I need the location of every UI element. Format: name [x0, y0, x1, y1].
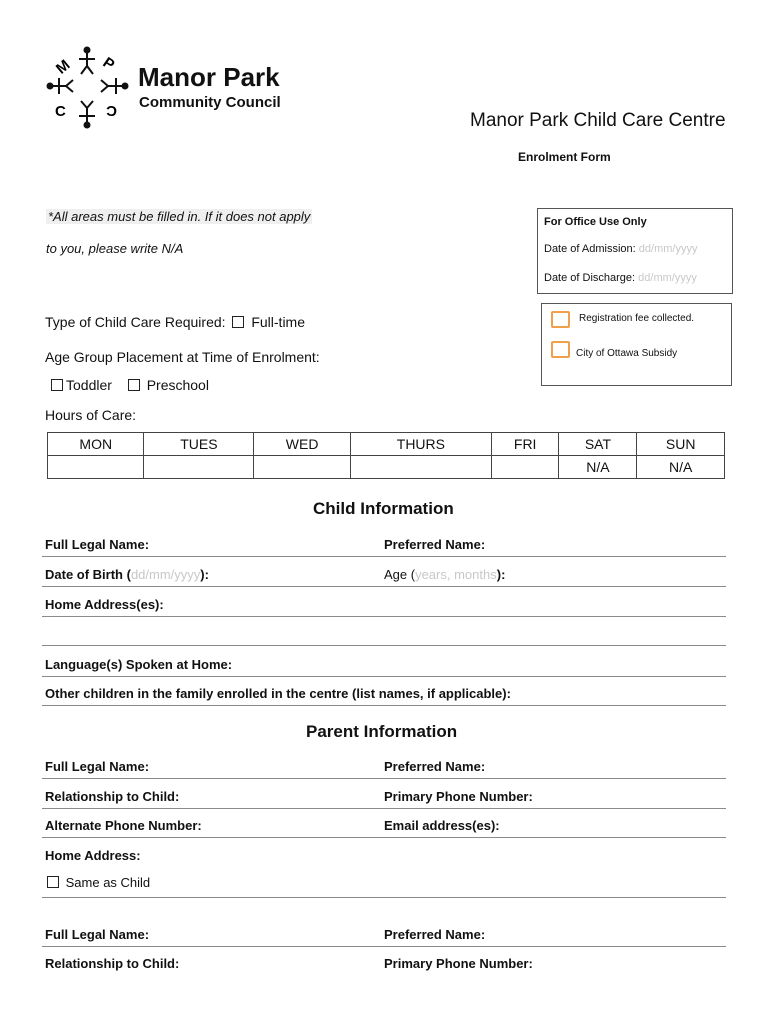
child-languages-line[interactable]	[42, 676, 726, 677]
hours-of-care-label: Hours of Care:	[45, 407, 137, 423]
parent-home-address-label: Home Address:	[45, 848, 141, 863]
logo-title: Manor Park	[138, 62, 280, 92]
parent-preferred-name-label: Preferred Name:	[384, 759, 486, 774]
care-type-row	[45, 314, 305, 330]
parent2-primary-phone-label: Primary Phone Number:	[384, 956, 533, 971]
parent-info-heading: Parent Information	[306, 722, 458, 741]
hours-value-tues[interactable]	[144, 456, 254, 479]
parent-phone-line[interactable]	[42, 837, 726, 838]
hours-value-thurs[interactable]	[350, 456, 491, 479]
fulltime-checkbox[interactable]	[232, 316, 244, 328]
office-use-box	[537, 208, 733, 294]
subsidy-label: City of Ottawa Subsidy	[576, 348, 678, 359]
child-address-line-1[interactable]	[42, 616, 726, 617]
instructions-line-2: to you, please write N/A	[46, 241, 184, 256]
preschool-label: Preschool	[146, 377, 209, 393]
child-age-label	[384, 567, 505, 582]
logo-figures-icon	[40, 40, 135, 135]
hours-day-fri: FRI	[491, 433, 559, 456]
fulltime-label: Full-time	[251, 314, 305, 330]
parent2-preferred-name-label: Preferred Name:	[384, 927, 486, 942]
hours-value-sun: N/A	[637, 456, 725, 479]
child-address-line-2[interactable]	[42, 645, 726, 646]
same-as-child-checkbox[interactable]	[47, 876, 59, 888]
child-dob-line[interactable]	[42, 586, 726, 587]
care-type-label: Type of Child Care Required:	[45, 314, 226, 330]
logo-letter-c1: C	[55, 103, 66, 120]
hours-value-sat: N/A	[559, 456, 637, 479]
child-full-name-label: Full Legal Name:	[45, 537, 150, 552]
child-dob-hint: dd/mm/yyyy	[130, 567, 201, 582]
parent2-relationship-label: Relationship to Child:	[45, 956, 180, 971]
subsidy-checkbox[interactable]	[551, 341, 570, 358]
logo-letter-c2: C	[106, 102, 117, 119]
hours-day-sun: SUN	[637, 433, 725, 456]
hours-header-row	[48, 433, 725, 456]
age-group-options	[51, 377, 209, 393]
parent-alt-phone-label: Alternate Phone Number:	[45, 818, 202, 833]
age-group-label: Age Group Placement at Time of Enrolment:	[45, 349, 320, 365]
child-dob-close: ):	[200, 567, 209, 582]
registration-fee-label: Registration fee collected.	[579, 313, 695, 324]
child-home-address-label: Home Address(es):	[45, 597, 164, 612]
child-dob-label	[45, 567, 209, 582]
hours-value-fri[interactable]	[491, 456, 559, 479]
hours-value-row	[48, 456, 725, 479]
centre-name: Manor Park Child Care Centre	[470, 110, 726, 131]
registration-fee-checkbox[interactable]	[551, 311, 570, 328]
hours-value-wed[interactable]	[254, 456, 350, 479]
parent-relationship-line[interactable]	[42, 808, 726, 809]
hours-day-tues: TUES	[144, 433, 254, 456]
parent-full-name-label: Full Legal Name:	[45, 759, 150, 774]
child-age-text: Age (	[384, 567, 416, 582]
office-checks-box	[541, 303, 732, 386]
toddler-checkbox[interactable]	[51, 379, 63, 391]
child-dob-text: Date of Birth (	[45, 567, 131, 582]
discharge-date-row[interactable]	[544, 272, 697, 284]
office-use-title: For Office Use Only	[544, 216, 647, 228]
admission-date-placeholder[interactable]: dd/mm/yyyy	[638, 243, 698, 255]
hours-table	[47, 432, 725, 479]
same-as-child-label: Same as Child	[65, 875, 151, 890]
logo-subtitle: Community Council	[139, 94, 281, 111]
hours-day-sat: SAT	[559, 433, 637, 456]
parent2-name-line[interactable]	[42, 946, 726, 947]
child-age-close: ):	[496, 567, 506, 582]
preschool-checkbox[interactable]	[128, 379, 140, 391]
child-age-hint: years, months	[415, 567, 497, 582]
other-children-line[interactable]	[42, 705, 726, 706]
same-as-child-row	[45, 875, 150, 890]
instructions-line-1: *All areas must be filled in. If it does not apply	[48, 209, 311, 224]
logo-letter-p: P	[99, 54, 118, 74]
hours-value-mon[interactable]	[48, 456, 144, 479]
parent2-full-name-label: Full Legal Name:	[45, 927, 150, 942]
logo-letter-m: M	[52, 56, 74, 78]
hours-day-wed: WED	[254, 433, 350, 456]
admission-date-label: Date of Admission:	[544, 243, 636, 255]
hours-day-thurs: THURS	[350, 433, 491, 456]
discharge-date-label: Date of Discharge:	[544, 272, 636, 284]
parent-name-line[interactable]	[42, 778, 726, 779]
parent-email-label: Email address(es):	[384, 818, 500, 833]
parent-relationship-label: Relationship to Child:	[45, 789, 180, 804]
parent-address-line[interactable]	[42, 897, 726, 898]
hours-day-mon: MON	[48, 433, 144, 456]
other-children-label: Other children in the family enrolled in the centre (list names, if applicable):	[45, 686, 511, 701]
logo	[40, 40, 310, 135]
parent-primary-phone-label: Primary Phone Number:	[384, 789, 533, 804]
child-name-line[interactable]	[42, 556, 726, 557]
child-preferred-name-label: Preferred Name:	[384, 537, 486, 552]
toddler-label: Toddler	[66, 377, 112, 393]
child-info-heading: Child Information	[313, 499, 454, 518]
form-title: Enrolment Form	[518, 150, 611, 164]
child-languages-label: Language(s) Spoken at Home:	[45, 657, 233, 672]
admission-date-row[interactable]	[544, 243, 697, 255]
discharge-date-placeholder[interactable]: dd/mm/yyyy	[638, 272, 697, 284]
